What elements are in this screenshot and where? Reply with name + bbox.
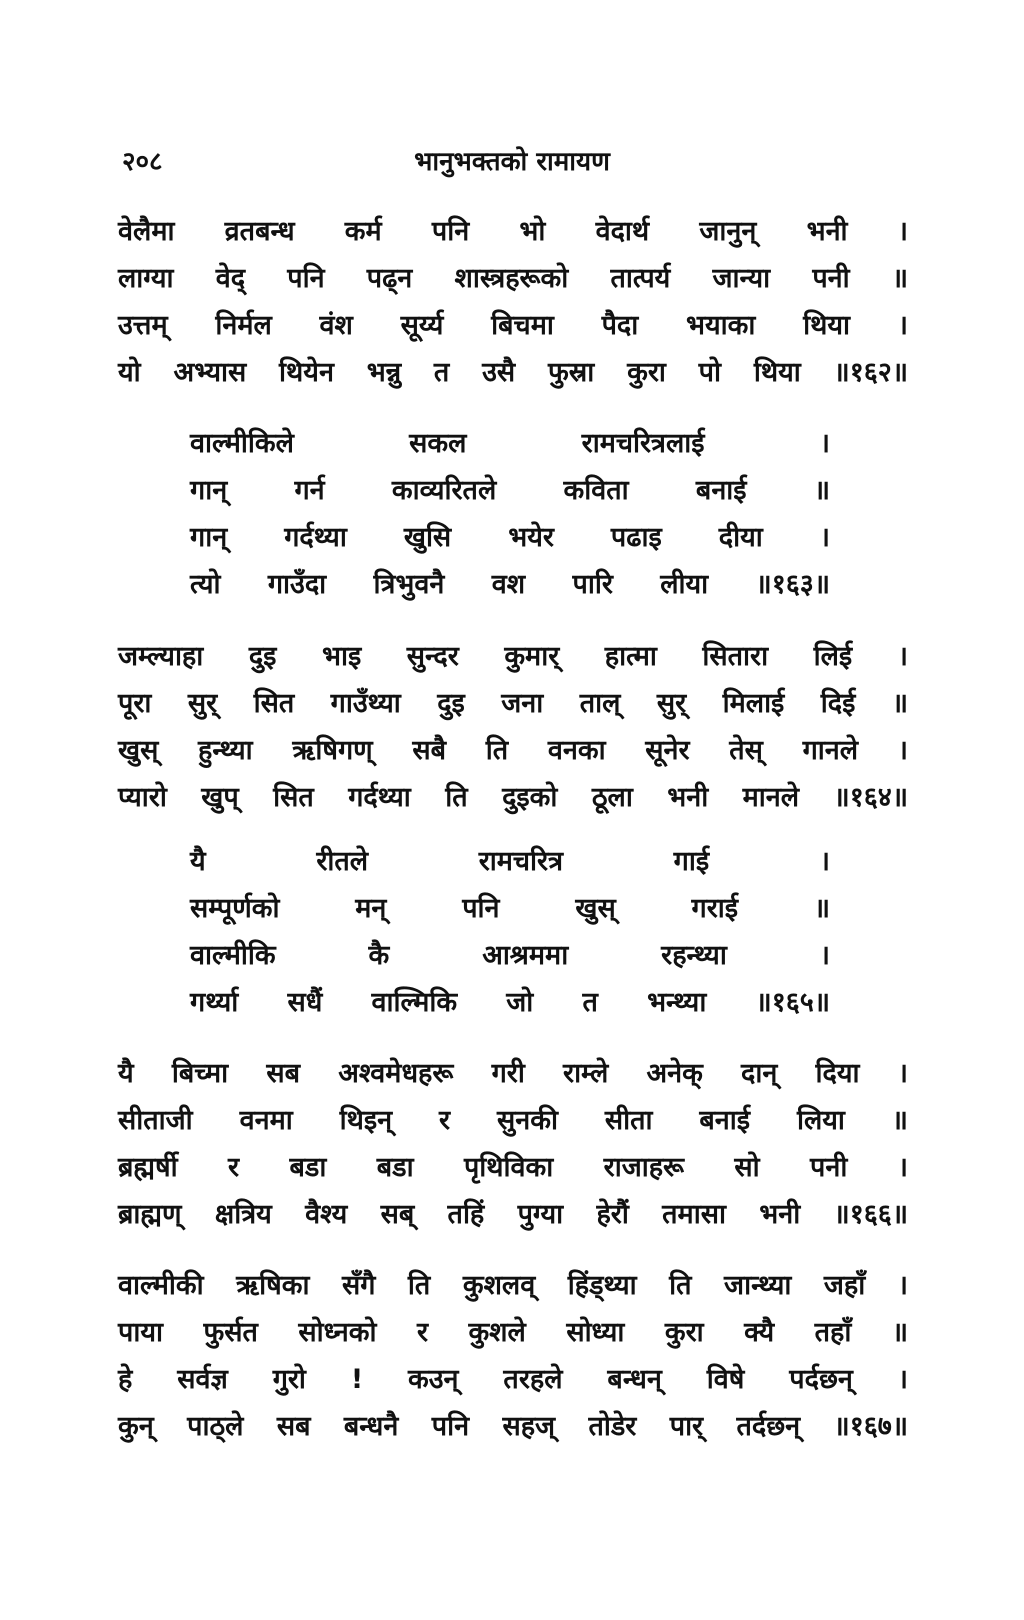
verse-line: त्यो गाउँदा त्रिभुवनै वश पारि लीया ॥१६३॥ [190,569,830,600]
verse-line: प्यारो खुप् सित गर्दथ्या ति दुइको ठूला भनी मानले ॥१६४॥ [118,782,908,813]
verse-line: गान् गर्न काव्यरितले कविता बनाई ॥ [190,475,830,506]
verse-stanza-162 [118,208,908,396]
verse-line: लाग्या वेद् पनि पढ्न शास्त्रहरूको तात्पर्य जान्या पनी ॥ [118,263,908,294]
verse-line: ब्रह्मर्षी र बडा बडा पृथिविका राजाहरू सो पनी । [118,1152,908,1183]
verse-line: सम्पूर्णको मन् पनि खुस् गराई ॥ [190,893,830,924]
verse-stanza-163 [190,420,830,608]
verse-stanza-166 [118,1050,908,1238]
verse-line: जम्ल्याहा दुइ भाइ सुन्दर कुमार् हात्मा सितारा लिई । [118,641,908,672]
verse-stanza-165 [190,838,830,1026]
running-title: भानुभक्तको रामायण [414,147,610,177]
verse-line: वाल्मीकि कै आश्रममा रहन्थ्या । [190,940,830,971]
verse-line: वेलैमा व्रतबन्ध कर्म पनि भो वेदार्थ जानुन् भनी । [118,216,908,247]
verse-line: खुस् हुन्थ्या ऋषिगण् सबै ति वनका सूनेर तेस् गानले । [118,735,908,766]
verse-line: ब्राह्मण् क्षत्रिय वैश्य सब् तहिं पुग्या हेरौं तमासा भनी ॥१६६॥ [118,1199,908,1230]
verse-line: यै बिच्मा सब अश्वमेधहरू गरी राम्ले अनेक् दान् दिया । [118,1058,908,1089]
verse-stanza-167 [118,1262,908,1450]
verse-line: उत्तम् निर्मल वंश सूर्य्य बिचमा पैदा भयाका थिया । [118,310,908,341]
verse-line: पूरा सुर् सित गाउँथ्या दुइ जना ताल् सुर् मिलाई दिई ॥ [118,688,908,719]
verse-line: गान् गर्दथ्या खुसि भयेर पढाइ दीया । [190,522,830,553]
page-header [122,142,902,182]
verse-line: यै रीतले रामचरित्र गाई । [190,846,830,877]
verse-stanza-164 [118,633,908,821]
verse-line: वाल्मीकी ऋषिका सँगै ति कुशलव् हिंड्थ्या ति जान्थ्या जहाँ । [118,1270,908,1301]
verse-line: गर्थ्या सधैं वाल्मिकि जो त भन्थ्या ॥१६५॥ [190,987,830,1018]
verse-line: वाल्मीकिले सकल रामचरित्रलाई । [190,428,830,459]
verse-line: यो अभ्यास थियेन भन्नु त उसै फुस्रा कुरा पो थिया ॥१६२॥ [118,357,908,388]
verse-line: पाया फुर्सत सोध्नको र कुशले सोध्या कुरा क्यै तहाँ ॥ [118,1317,908,1348]
verse-line: सीताजी वनमा थिइन् र सुनकी सीता बनाई लिया ॥ [118,1105,908,1136]
page-number: २०८ [122,147,163,177]
verse-line: कुन् पाठ्ले सब बन्धनै पनि सहज् तोडेर पार् तर्दछन् ॥१६७॥ [118,1411,908,1442]
verse-line: हे सर्वज्ञ गुरो ! कउन् तरहले बन्धन् विषे पर्दछन् । [118,1364,908,1395]
